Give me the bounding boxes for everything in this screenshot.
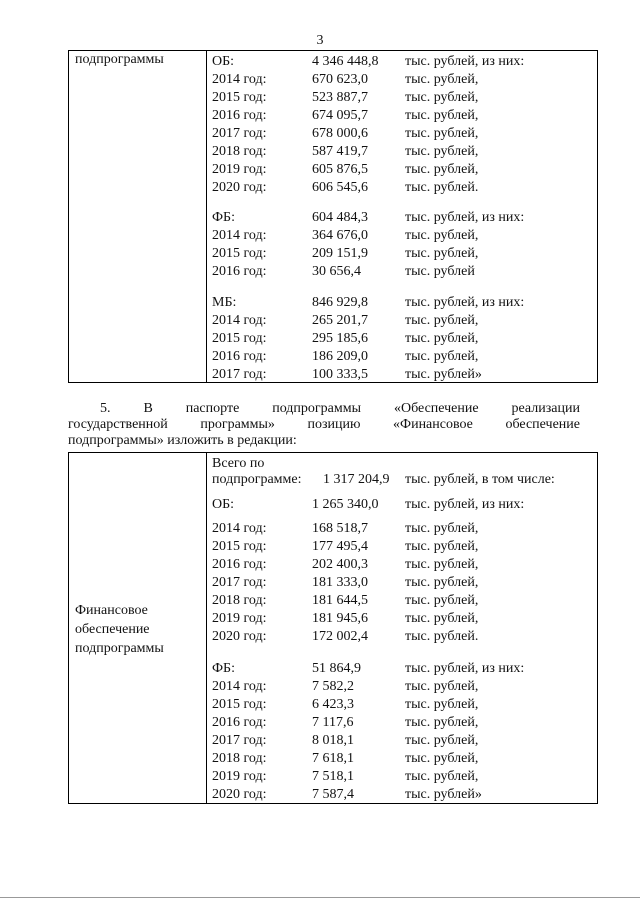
row-value: 4 346 448,8 <box>312 54 379 69</box>
paragraph-word: позицию <box>307 417 361 432</box>
row-label: 2016 год: <box>212 349 267 364</box>
table-label-cell <box>69 51 207 382</box>
row-label: 2016 год: <box>212 557 267 572</box>
row-value: 202 400,3 <box>312 557 368 572</box>
row-label: 2019 год: <box>212 769 267 784</box>
paragraph-word: программы» <box>200 417 275 432</box>
row-unit: тыс. рублей. <box>405 629 479 644</box>
row-unit: тыс. рублей <box>405 264 475 279</box>
paragraph-line-1 <box>68 401 580 417</box>
row-label: 2014 год: <box>212 679 267 694</box>
row-label: МБ: <box>212 295 237 310</box>
paragraph-word: «Финансовое <box>393 417 473 432</box>
row-label: 2015 год: <box>212 697 267 712</box>
row-value: 674 095,7 <box>312 108 368 123</box>
row-label: 2020 год: <box>212 629 267 644</box>
row-unit: тыс. рублей, <box>405 611 479 626</box>
paragraph-word: подпрограммы <box>272 401 362 416</box>
row-value: 181 945,6 <box>312 611 368 626</box>
row-label: 2015 год: <box>212 539 267 554</box>
paragraph-word: государственной <box>68 417 168 432</box>
row-value: 30 656,4 <box>312 264 361 279</box>
label-line-2: обеспечение <box>75 622 150 637</box>
row-label: 2014 год: <box>212 313 267 328</box>
row-value: 295 185,6 <box>312 331 368 346</box>
scan-edge-line <box>0 897 640 898</box>
page-number: 3 <box>316 33 324 48</box>
row-unit: тыс. рублей, из них: <box>405 661 525 676</box>
row-unit: тыс. рублей, <box>405 521 479 536</box>
financial-provision-table <box>68 452 598 804</box>
paragraph-line-3: подпрограммы» изложить в редакции: <box>68 433 297 448</box>
row-unit: тыс. рублей, <box>405 162 479 177</box>
row-value: 7 117,6 <box>312 715 354 730</box>
row-value: 364 676,0 <box>312 228 368 243</box>
row-label: 2015 год: <box>212 90 267 105</box>
row-label: 2016 год: <box>212 715 267 730</box>
row-unit: тыс. рублей, <box>405 90 479 105</box>
row-label: ОБ: <box>212 497 235 512</box>
row-unit: тыс. рублей, <box>405 108 479 123</box>
row-value: 51 864,9 <box>312 661 361 676</box>
row-value: 604 484,3 <box>312 210 368 225</box>
row-unit: тыс. рублей, из них: <box>405 295 525 310</box>
row-label: ОБ: <box>212 54 235 69</box>
row-value: 168 518,7 <box>312 521 368 536</box>
row-value: 670 623,0 <box>312 72 368 87</box>
row-unit: тыс. рублей, <box>405 313 479 328</box>
row-unit: тыс. рублей» <box>405 787 482 802</box>
row-unit: тыс. рублей, <box>405 349 479 364</box>
row-unit: тыс. рублей, из них: <box>405 54 525 69</box>
row-label: 2015 год: <box>212 331 267 346</box>
label-line-1: Финансовое <box>75 603 148 618</box>
row-unit: тыс. рублей, <box>405 733 479 748</box>
row-label: 2015 год: <box>212 246 267 261</box>
row-unit: тыс. рублей, из них: <box>405 210 525 225</box>
paragraph-line-2 <box>68 417 580 433</box>
row-value: 181 333,0 <box>312 575 368 590</box>
row-value: 7 587,4 <box>312 787 354 802</box>
row-label: 2014 год: <box>212 521 267 536</box>
table-label-cell <box>69 453 207 803</box>
row-unit: тыс. рублей, <box>405 246 479 261</box>
row-value: 7 618,1 <box>312 751 354 766</box>
row-unit: тыс. рублей, <box>405 679 479 694</box>
row-value: 606 545,6 <box>312 180 368 195</box>
paragraph-word: 5. <box>100 401 111 416</box>
amendment-paragraph <box>68 401 580 449</box>
row-value: 265 201,7 <box>312 313 368 328</box>
paragraph-word: «Обеспечение <box>393 401 479 416</box>
row-unit: тыс. рублей, <box>405 751 479 766</box>
row-label: 2018 год: <box>212 751 267 766</box>
row-label: 2014 год: <box>212 228 267 243</box>
row-unit: тыс. рублей, <box>405 144 479 159</box>
row-value: 678 000,6 <box>312 126 368 141</box>
row-value: 172 002,4 <box>312 629 368 644</box>
row-label: 2019 год: <box>212 162 267 177</box>
row-label: 2017 год: <box>212 126 267 141</box>
row-label: 2017 год: <box>212 367 267 382</box>
row-unit: тыс. рублей, <box>405 557 479 572</box>
row-unit: тыс. рублей, <box>405 715 479 730</box>
row-label: 2019 год: <box>212 611 267 626</box>
row-label: 2020 год: <box>212 180 267 195</box>
row-unit: тыс. рублей» <box>405 367 482 382</box>
row-value: 8 018,1 <box>312 733 354 748</box>
row-unit: тыс. рублей, <box>405 331 479 346</box>
row-unit: тыс. рублей, <box>405 539 479 554</box>
row-value: 7 582,2 <box>312 679 354 694</box>
label-line-3: подпрограммы <box>75 641 164 656</box>
row-value: 1 265 340,0 <box>312 497 379 512</box>
total-value: 1 317 204,9 <box>323 472 390 487</box>
row-value: 209 151,9 <box>312 246 368 261</box>
row-value: 177 495,4 <box>312 539 368 554</box>
row-value: 587 419,7 <box>312 144 368 159</box>
paragraph-word: реализации <box>511 401 580 416</box>
row-unit: тыс. рублей, <box>405 769 479 784</box>
total-label-line1: Всего по <box>212 456 265 471</box>
row-unit: тыс. рублей, <box>405 126 479 141</box>
row-label: ФБ: <box>212 661 235 676</box>
row-label: 2014 год: <box>212 72 267 87</box>
row-value: 523 887,7 <box>312 90 368 105</box>
row-label: 2020 год: <box>212 787 267 802</box>
paragraph-word: обеспечение <box>505 417 580 432</box>
row-unit: тыс. рублей, <box>405 593 479 608</box>
row-unit: тыс. рублей. <box>405 180 479 195</box>
row-value: 6 423,3 <box>312 697 354 712</box>
row-label: 2016 год: <box>212 264 267 279</box>
row-unit: тыс. рублей, <box>405 575 479 590</box>
paragraph-word: паспорте <box>185 401 240 416</box>
row-label: 2018 год: <box>212 593 267 608</box>
row-unit: тыс. рублей, <box>405 697 479 712</box>
row-label: 2016 год: <box>212 108 267 123</box>
total-label-line2: подпрограмме: <box>212 472 302 487</box>
row-unit: тыс. рублей, <box>405 72 479 87</box>
row-value: 100 333,5 <box>312 367 368 382</box>
row-value: 605 876,5 <box>312 162 368 177</box>
row-unit: тыс. рублей, из них: <box>405 497 525 512</box>
total-unit: тыс. рублей, в том числе: <box>405 472 555 487</box>
row-value: 846 929,8 <box>312 295 368 310</box>
row-unit: тыс. рублей, <box>405 228 479 243</box>
row-value: 181 644,5 <box>312 593 368 608</box>
row-value: 7 518,1 <box>312 769 354 784</box>
funding-table-continued <box>68 50 598 383</box>
row-label: 2017 год: <box>212 575 267 590</box>
row-label: 2017 год: <box>212 733 267 748</box>
row-label: ФБ: <box>212 210 235 225</box>
paragraph-word: В <box>143 401 153 416</box>
table-label: подпрограммы <box>75 52 164 67</box>
row-label: 2018 год: <box>212 144 267 159</box>
row-value: 186 209,0 <box>312 349 368 364</box>
